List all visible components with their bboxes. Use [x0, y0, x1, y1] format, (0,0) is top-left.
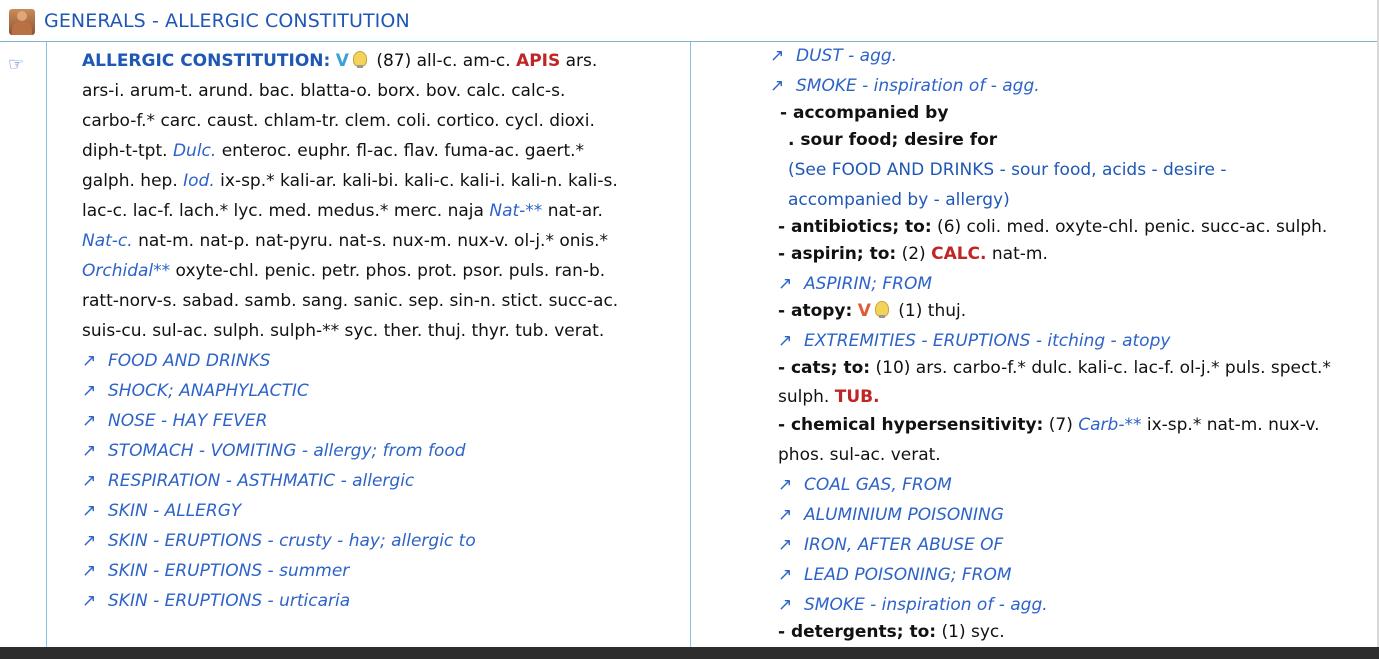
status-bar: [0, 647, 1379, 659]
subrubric-chemical[interactable]: - chemical hypersensitivity: (7) Carb-** ix-sp.* nat-m. nux-v.: [778, 415, 1320, 435]
cross-reference-arrow-icon: ↗: [82, 501, 97, 521]
cross-reference-arrow-icon: ↗: [778, 565, 793, 585]
remedy-line: [82, 259, 605, 283]
cross-reference-link[interactable]: ↗ SKIN - ERUPTIONS - urticaria: [82, 591, 351, 611]
cross-reference-link[interactable]: ↗ DUST - agg.: [770, 46, 898, 66]
title-bar: [0, 0, 1379, 42]
cross-reference-arrow-icon: ↗: [778, 475, 793, 495]
cross-reference-arrow-icon: ↗: [82, 561, 97, 581]
v-badge-icon[interactable]: V: [335, 51, 349, 71]
remedy-text: nat-ar.: [542, 201, 603, 221]
cross-reference-link[interactable]: ↗ SKIN - ERUPTIONS - crusty - hay; allergic to: [82, 531, 476, 551]
cross-reference-link[interactable]: ↗ LEAD POISONING; FROM: [778, 565, 1012, 585]
remedy-line: [82, 199, 603, 223]
subrubric-sour-food[interactable]: . sour food; desire for: [788, 130, 998, 150]
cross-reference-arrow-icon: ↗: [82, 471, 97, 491]
remedy-line: ars-i. arum-t. arund. bac. blatta-o. borx. bov. calc. calc-s.: [82, 81, 566, 101]
column-divider: [690, 42, 691, 647]
remedy-text: all-c. am-c.: [416, 51, 517, 71]
v-badge-icon[interactable]: V: [857, 301, 871, 321]
remedy-nat-c[interactable]: Nat-c.: [82, 231, 133, 251]
cross-reference-arrow-icon: ↗: [82, 351, 97, 371]
see-reference[interactable]: accompanied by - allergy): [788, 190, 1010, 210]
remedy-line: [82, 139, 584, 163]
cross-reference-link[interactable]: ↗ ASPIRIN; FROM: [778, 274, 932, 294]
cross-reference-link[interactable]: ↗ STOMACH - VOMITING - allergy; from food: [82, 441, 466, 461]
remedy-line: carbo-f.* carc. caust. chlam-tr. clem. coli. cortico. cycl. dioxi.: [82, 111, 595, 131]
left-divider: [46, 42, 47, 647]
remedy-line: ratt-norv-s. sabad. samb. sang. sanic. sep. sin-n. stict. succ-ac.: [82, 291, 619, 311]
cross-reference-arrow-icon: ↗: [82, 381, 97, 401]
subrubric-detergents[interactable]: - detergents; to: (1) syc.: [778, 622, 1005, 642]
remedy-text: ars.: [560, 51, 598, 71]
cross-reference-arrow-icon: ↗: [770, 76, 785, 96]
remedy-text: enteroc. euphr. fl-ac. flav. fuma-ac. gaert.*: [216, 141, 585, 161]
remedy-count: (87): [376, 51, 412, 71]
rubric-title[interactable]: ALLERGIC CONSTITUTION:: [82, 51, 331, 71]
remedy-line: [82, 169, 618, 193]
remedy-text: lac-c. lac-f. lach.* lyc. med. medus.* merc. naja: [82, 201, 490, 221]
subrubric-accompanied[interactable]: - accompanied by: [780, 103, 949, 123]
cross-reference-arrow-icon: ↗: [778, 274, 793, 294]
remedy-line: sulph. TUB.: [778, 387, 880, 407]
cross-reference-link[interactable]: ↗ SKIN - ERUPTIONS - summer: [82, 561, 350, 581]
cross-reference-arrow-icon: ↗: [82, 441, 97, 461]
remedy-text: ix-sp.* kali-ar. kali-bi. kali-c. kali-i. kali-n. kali-s.: [214, 171, 618, 191]
remedy-dulc[interactable]: Dulc.: [172, 141, 217, 161]
cross-reference-link[interactable]: ↗ RESPIRATION - ASTHMATIC - allergic: [82, 471, 415, 491]
remedy-line: suis-cu. sul-ac. sulph. sulph-** syc. ther. thuj. thyr. tub. verat.: [82, 321, 605, 341]
cross-reference-link[interactable]: ↗ COAL GAS, FROM: [778, 475, 952, 495]
subrubric-atopy[interactable]: - atopy: V (1) thuj.: [778, 301, 967, 321]
subrubric-antibiotics[interactable]: - antibiotics; to: (6) coli. med. oxyte-chl. penic. succ-ac. sulph.: [778, 217, 1328, 237]
page-title: GENERALS - ALLERGIC CONSTITUTION: [44, 10, 410, 32]
remedy-text: galph. hep.: [82, 171, 184, 191]
cross-reference-link[interactable]: ↗ NOSE - HAY FEVER: [82, 411, 268, 431]
remedy-line: [82, 229, 608, 253]
cross-reference-link[interactable]: ↗ SHOCK; ANAPHYLACTIC: [82, 381, 309, 401]
rubric-line: [82, 49, 597, 73]
remedy-iod[interactable]: Iod.: [183, 171, 215, 191]
cross-reference-arrow-icon: ↗: [770, 46, 785, 66]
cross-reference-link[interactable]: ↗ SKIN - ALLERGY: [82, 501, 242, 521]
pointing-hand-icon[interactable]: ☞: [8, 54, 25, 75]
remedy-text: oxyte-chl. penic. petr. phos. prot. psor. puls. ran-b.: [170, 261, 606, 281]
cross-reference-link[interactable]: ↗ SMOKE - inspiration of - agg.: [770, 76, 1040, 96]
lightbulb-icon[interactable]: [353, 51, 367, 67]
subrubric-cats[interactable]: - cats; to: (10) ars. carbo-f.* dulc. kali-c. lac-f. ol-j.* puls. spect.*: [778, 358, 1331, 378]
remedy-tub[interactable]: TUB.: [834, 387, 880, 407]
remedy-orchidal[interactable]: Orchidal**: [82, 261, 171, 281]
cross-reference-arrow-icon: ↗: [82, 411, 97, 431]
remedy-text: diph-t-tpt.: [82, 141, 173, 161]
remedy-apis[interactable]: APIS: [516, 51, 561, 71]
lightbulb-icon[interactable]: [875, 301, 889, 317]
cross-reference-arrow-icon: ↗: [778, 331, 793, 351]
cross-reference-link[interactable]: ↗ FOOD AND DRINKS: [82, 351, 271, 371]
cross-reference-arrow-icon: ↗: [778, 535, 793, 555]
remedy-line: phos. sul-ac. verat.: [778, 445, 941, 465]
remedy-nat[interactable]: Nat-**: [489, 201, 543, 221]
cross-reference-link[interactable]: ↗ ALUMINIUM POISONING: [778, 505, 1004, 525]
remedy-text: nat-m. nat-p. nat-pyru. nat-s. nux-m. nux-v. ol-j.* onis.*: [132, 231, 609, 251]
cross-reference-link[interactable]: ↗ EXTREMITIES - ERUPTIONS - itching - atopy: [778, 331, 1171, 351]
cross-reference-arrow-icon: ↗: [82, 531, 97, 551]
see-reference[interactable]: (See FOOD AND DRINKS - sour food, acids - desire -: [788, 160, 1227, 180]
cross-reference-link[interactable]: ↗ IRON, AFTER ABUSE OF: [778, 535, 1004, 555]
cross-reference-arrow-icon: ↗: [82, 591, 97, 611]
cross-reference-link[interactable]: ↗ SMOKE - inspiration of - agg.: [778, 595, 1048, 615]
subrubric-aspirin[interactable]: - aspirin; to: (2) CALC. nat-m.: [778, 244, 1048, 264]
cross-reference-arrow-icon: ↗: [778, 595, 793, 615]
avatar: [9, 9, 35, 35]
cross-reference-arrow-icon: ↗: [778, 505, 793, 525]
